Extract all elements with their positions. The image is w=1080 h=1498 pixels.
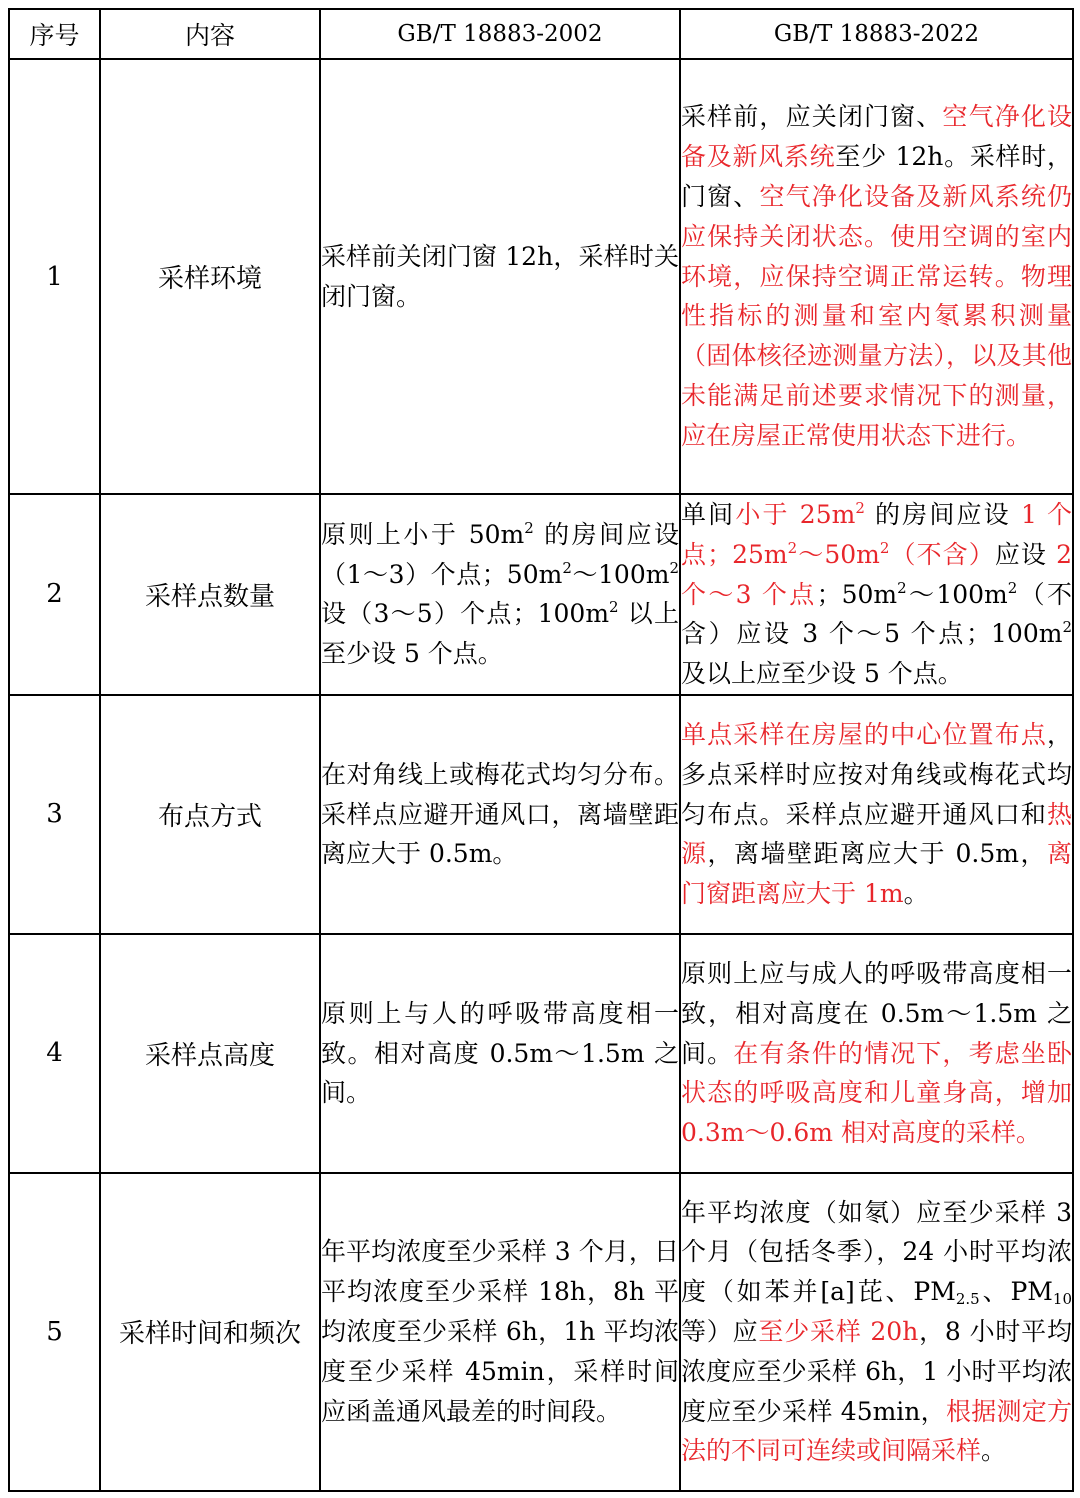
row-topic: 采样时间和频次 (100, 1173, 320, 1491)
row-topic: 采样点高度 (100, 934, 320, 1173)
text-run: ～100m (906, 579, 1008, 609)
revised-text-run: 至少采样 20h (758, 1317, 919, 1347)
text-run: ，离墙壁距离应大于 0.5m， (707, 839, 1047, 869)
text-run: 2 (1007, 578, 1018, 597)
revised-text-run: 根据测定方法的不同可连续或间隔采样 (681, 1396, 1072, 1466)
text-run: 年平均浓度（如氡）应至少采样 3 个月（包括冬季），24 小时平均浓度（如苯并[a]芘、PM (681, 1197, 1072, 1307)
text-run: ，多点采样时应按对角线或梅花式均匀布点。采样点应避开通风口和 (681, 719, 1072, 829)
revised-text-run: （不含） (889, 539, 995, 569)
row-topic: 采样环境 (100, 59, 320, 494)
header-content: 内容 (100, 9, 320, 59)
text-run: ；50m (816, 579, 898, 609)
revised-text-run: 2 (787, 538, 798, 557)
text-run: 及以上应至少设 5 个点。 (681, 659, 963, 689)
text-run: 10 (1052, 1290, 1072, 1309)
standards-comparison-table (8, 8, 1074, 1492)
text-run: 原则上与人的呼吸带高度相一致。相对高度 0.5m～1.5m 之间。 (321, 998, 679, 1108)
old-standard-text (320, 59, 680, 494)
text-run: （不含）应设 3 个～5 个点；100m (681, 579, 1072, 649)
revised-text-run: 1 个点；25m (681, 500, 1072, 569)
new-standard-text (680, 695, 1073, 934)
text-run: ，8 小时平均浓度应至少采样 6h，1 小时平均浓度应至少采样 45min， (681, 1317, 1072, 1426)
text-run: 。 (981, 1436, 1007, 1466)
text-run: 2 (524, 518, 534, 537)
old-standard-text (320, 494, 680, 695)
text-run: 采样前，应关闭门窗、 (681, 102, 943, 132)
new-standard-text (680, 1173, 1073, 1491)
table-row (9, 934, 1073, 1173)
old-standard-text (320, 934, 680, 1173)
row-index: 5 (9, 1173, 100, 1491)
text-run: 应设 (994, 539, 1048, 569)
text-run: 。 (903, 879, 929, 909)
new-standard-text (680, 59, 1073, 494)
header-index: 序号 (9, 9, 100, 59)
row-index: 4 (9, 934, 100, 1173)
old-standard-text (320, 1173, 680, 1491)
text-run: 单间 (681, 500, 736, 529)
text-run: 、PM (979, 1277, 1053, 1307)
text-run: 原则上小于 50m (321, 519, 525, 549)
revised-text-run: 在有条件的情况下，考虑坐卧状态的呼吸高度和儿童身高，增加 0.3m～0.6m 相对高度的采样。 (681, 1038, 1072, 1148)
header-old-standard: GB/T 18883-2002 (320, 9, 680, 59)
text-run: 设（3～5）个点；100m (321, 599, 610, 629)
table-row (9, 494, 1073, 695)
text-run: 等）应 (681, 1317, 759, 1347)
text-run: 原则上应与成人的呼吸带高度相一致，相对高度在 0.5m～1.5m 之间。 (681, 958, 1072, 1068)
revised-text-run: 小于 25m (735, 500, 856, 529)
text-run: 在对角线上或梅花式均匀分布。采样点应避开通风口，离墙壁距离应大于 0.5m。 (321, 759, 679, 869)
text-run: 的房间应设 (864, 500, 1011, 529)
revised-text-run: 热源 (681, 799, 1072, 869)
row-index: 2 (9, 494, 100, 695)
revised-text-run: 2 (879, 538, 890, 557)
table-row (9, 695, 1073, 934)
text-run: 的房间应设（1～3）个点；50m (321, 519, 679, 589)
text-run: 年平均浓度至少采样 3 个月，日平均浓度至少采样 18h，8h 平均浓度至少采样 6h，1h 平均浓度至少采样 45min，采样时间应函盖通风最差的时间段。 (321, 1237, 679, 1426)
table-row (9, 1173, 1073, 1491)
text-run: 以上至少设 5 个点。 (321, 599, 679, 669)
header-row (9, 9, 1073, 59)
revised-text-run: 空气净化设备及新风系统仍应保持关闭状态。使用空调的室内环境，应保持空调正常运转。物理性指标的测量和室内氡累积测量（固体核径迹测量方法），以及其他未能满足前述要求情况下的测量，应在房屋正常使用状态下进行。 (681, 182, 1072, 450)
text-run: 2 (562, 558, 572, 577)
row-index: 1 (9, 59, 100, 494)
text-run: 2 (897, 578, 907, 597)
text-run: 2 (669, 558, 679, 577)
row-topic: 布点方式 (100, 695, 320, 934)
revised-text-run: 离门窗距离应大于 1m (681, 839, 1072, 909)
revised-text-run: ～50m (797, 539, 880, 569)
new-standard-text (680, 494, 1073, 695)
revised-text-run: 2 个～3 个点 (681, 539, 1072, 609)
text-run: 2 (1062, 618, 1072, 637)
header-new-standard: GB/T 18883-2022 (680, 9, 1073, 59)
text-run: 2 (609, 598, 619, 617)
text-run: 至少 12h。采样时，门窗、 (681, 142, 1072, 211)
revised-text-run: 单点采样在房屋的中心位置布点 (681, 719, 1047, 749)
text-run: 2.5 (955, 1290, 980, 1309)
old-standard-text (320, 695, 680, 934)
new-standard-text (680, 934, 1073, 1173)
table-row (9, 59, 1073, 494)
text-run: ～100m (571, 559, 670, 589)
row-index: 3 (9, 695, 100, 934)
text-run: 采样前关闭门窗 12h，采样时关闭门窗。 (321, 241, 679, 311)
revised-text-run: 空气净化设备及新风系统 (681, 102, 1072, 172)
row-topic: 采样点数量 (100, 494, 320, 695)
revised-text-run: 2 (855, 499, 865, 517)
